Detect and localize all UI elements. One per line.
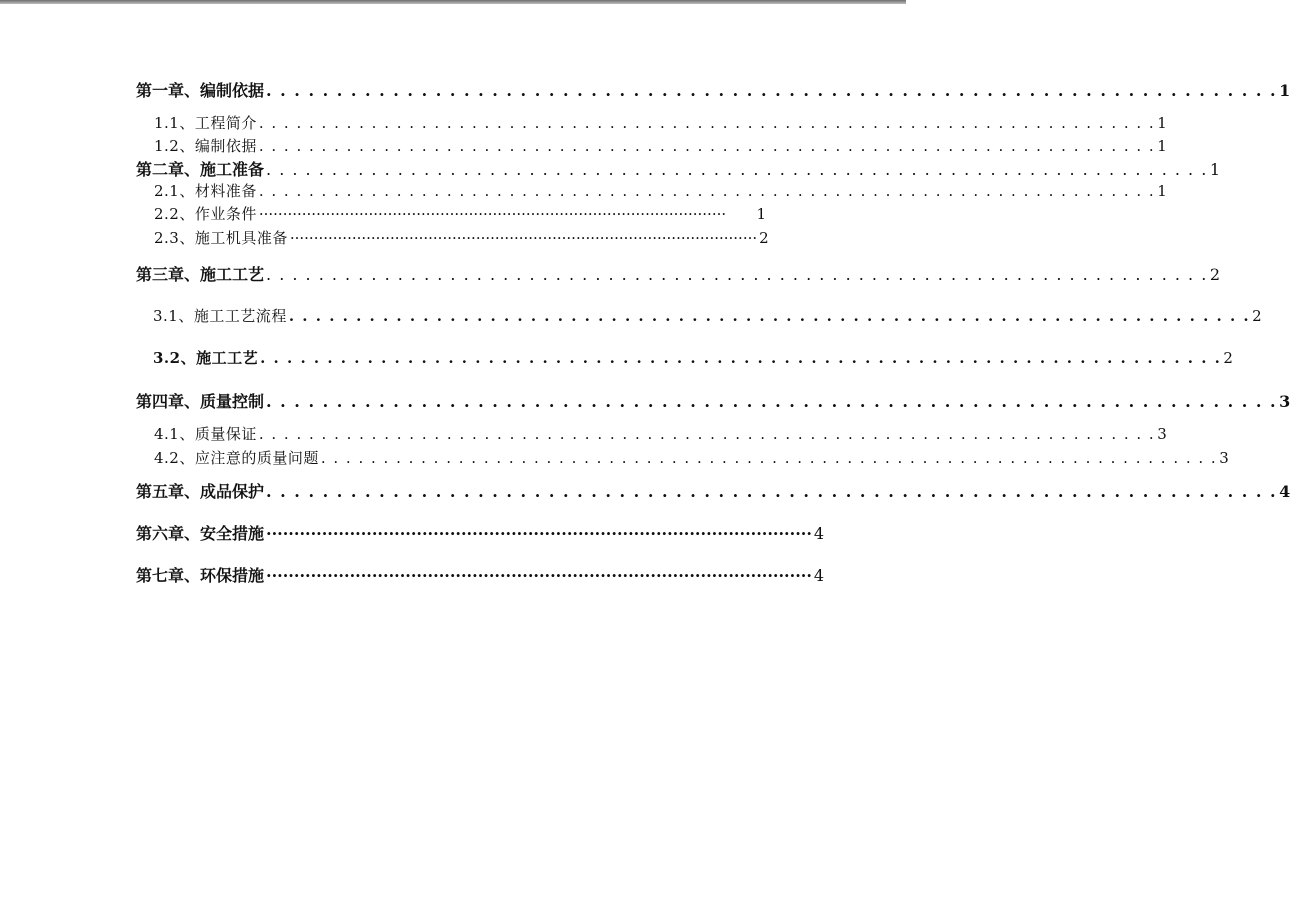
dot-leader: . . . . . . . . . . . . . . . . . . . . . . . . . . . . . . . . . . . . . . . . . . . . . . . . . . . . . . . . . . . . . . . . . . . . . . . . — [258, 182, 1156, 200]
dot-leader: ·································································································· — [258, 205, 727, 223]
dot-leader: . . . . . . . . . . . . . . . . . . . . . . . . . . . . . . . . . . . . . . . . . . . . . . . . . . . . . . . . . . . . . . . . . . . . . . . . — [266, 160, 1208, 179]
toc-entry-page: 1 — [1209, 160, 1220, 179]
dot-leader: . . . . . . . . . . . . . . . . . . . . . . . . . . . . . . . . . . . . . . . . . . . . . . . . . . . . . . . . . . . . . . . . . . . . . . . . — [258, 114, 1156, 132]
toc-entry-title: 4.2、应注意的质量问题 — [154, 449, 319, 467]
toc-entry-title: 第四章、质量控制 — [136, 392, 265, 411]
toc-entry-page: 3 — [1157, 425, 1167, 443]
dot-leader: . . . . . . . . . . . . . . . . . . . . . . . . . . . . . . . . . . . . . . . . . . . . . . . . . . . . . . . . . . . . . . . . . . . . . . . . — [288, 307, 1251, 325]
toc-entry-page: 1 — [756, 205, 766, 223]
toc-entry-title: 第二章、施工准备 — [136, 160, 265, 179]
toc-section-4-1[interactable] — [0, 423, 1167, 445]
toc-entry-title: 第六章、安全措施 — [136, 524, 265, 543]
toc-entry-title: 2.3、施工机具准备 — [154, 229, 288, 247]
toc-entry-page: 1 — [1157, 182, 1167, 200]
toc-entry-page: 1 — [1157, 137, 1167, 155]
toc-entry-title: 2.2、作业条件 — [154, 205, 257, 223]
toc-entry-page: 2 — [1209, 265, 1220, 284]
dot-leader: . . . . . . . . . . . . . . . . . . . . . . . . . . . . . . . . . . . . . . . . . . . . . . . . . . . . . . . . . . . . . . . . . . . . . . . . — [266, 482, 1278, 501]
toc-entry-title: 第一章、编制依据 — [136, 81, 265, 100]
toc-entry-page: 1 — [1279, 81, 1290, 100]
dot-leader: ·································································································· — [289, 229, 758, 247]
toc-chapter-1[interactable] — [0, 78, 1290, 100]
toc-entry-title: 4.1、质量保证 — [154, 425, 257, 443]
dot-leader: . . . . . . . . . . . . . . . . . . . . . . . . . . . . . . . . . . . . . . . . . . . . . . . . . . . . . . . . . . . . . . . . . . . . . . . . — [258, 425, 1156, 443]
dot-leader: . . . . . . . . . . . . . . . . . . . . . . . . . . . . . . . . . . . . . . . . . . . . . . . . . . . . . . . . . . . . . . . . . . . . . . . . — [266, 392, 1278, 411]
toc-section-2-3[interactable] — [0, 227, 769, 249]
toc-entry-page: 2 — [759, 229, 769, 247]
toc-section-3-2[interactable] — [0, 347, 1233, 369]
dot-leader: . . . . . . . . . . . . . . . . . . . . . . . . . . . . . . . . . . . . . . . . . . . . . . . . . . . . . . . . . . . . . . . . . . . . . . . . — [320, 449, 1218, 467]
toc-section-2-1[interactable] — [0, 180, 1167, 202]
toc-chapter-5[interactable] — [0, 479, 1290, 501]
dot-leader: . . . . . . . . . . . . . . . . . . . . . . . . . . . . . . . . . . . . . . . . . . . . . . . . . . . . . . . . . . . . . . . . . . . . . . . . — [258, 137, 1156, 155]
toc-entry-page: 4 — [813, 524, 825, 543]
toc-entry-title: 第三章、施工工艺 — [136, 265, 265, 284]
toc-section-2-2[interactable] — [0, 203, 766, 225]
toc-entry-page: 2 — [1223, 349, 1233, 367]
toc-chapter-6[interactable] — [0, 521, 825, 543]
toc-entry-title: 3.2、施工工艺 — [153, 349, 259, 367]
toc-entry-page: 3 — [1279, 392, 1290, 411]
toc-entry-page: 2 — [1252, 307, 1262, 325]
toc-section-1-1[interactable] — [0, 112, 1167, 134]
toc-chapter-2[interactable] — [0, 157, 1220, 179]
toc-entry-page: 4 — [1279, 482, 1290, 501]
toc-chapter-4[interactable] — [0, 389, 1290, 411]
dot-leader: . . . . . . . . . . . . . . . . . . . . . . . . . . . . . . . . . . . . . . . . . . . . . . . . . . . . . . . . . . . . . . . . . . . . . . . . — [266, 265, 1208, 284]
toc-entry-title: 第七章、环保措施 — [136, 566, 265, 585]
toc-entry-page: 3 — [1219, 449, 1229, 467]
toc-entry-title: 1.2、编制依据 — [154, 137, 257, 155]
toc-section-1-2[interactable] — [0, 135, 1167, 157]
toc-section-4-2[interactable] — [0, 447, 1229, 469]
toc-section-3-1[interactable] — [0, 305, 1262, 327]
toc-entry-page: 1 — [1157, 114, 1167, 132]
dot-leader: ·································································································· — [266, 524, 812, 543]
dot-leader: . . . . . . . . . . . . . . . . . . . . . . . . . . . . . . . . . . . . . . . . . . . . . . . . . . . . . . . . . . . . . . . . . . . . . . . . — [266, 81, 1278, 100]
dot-leader: . . . . . . . . . . . . . . . . . . . . . . . . . . . . . . . . . . . . . . . . . . . . . . . . . . . . . . . . . . . . . . . . . . . . . . . . — [260, 349, 1222, 367]
toc-entry-title: 2.1、材料准备 — [154, 182, 257, 200]
toc-chapter-7[interactable] — [0, 563, 825, 585]
toc-entry-page: 4 — [813, 566, 825, 585]
toc-entry-title: 1.1、工程简介 — [154, 114, 257, 132]
toc-entry-title: 第五章、成品保护 — [136, 482, 265, 501]
toc-chapter-3[interactable] — [0, 262, 1220, 284]
dot-leader: ·································································································· — [266, 566, 812, 585]
toc-entry-title: 3.1、施工工艺流程 — [153, 307, 287, 325]
